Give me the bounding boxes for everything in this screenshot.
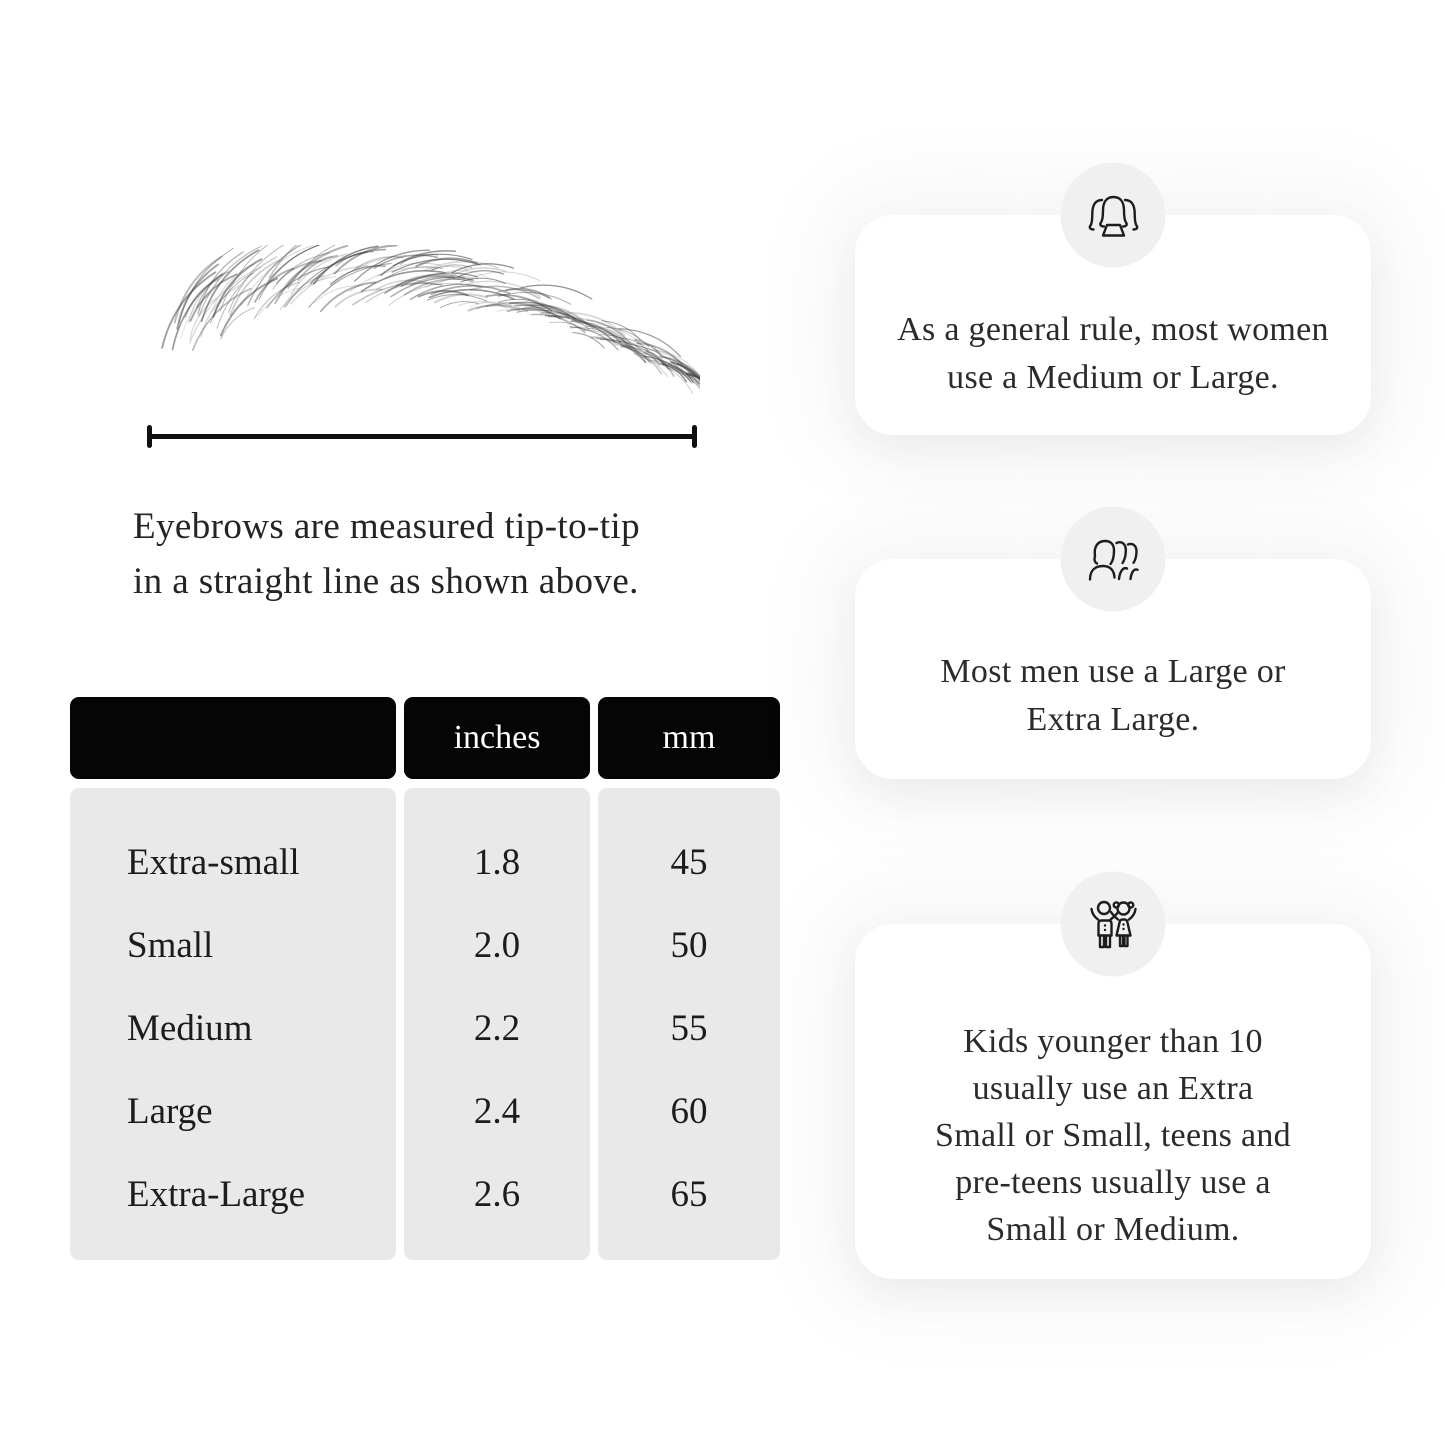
table-cell-mm: 45 (670, 842, 708, 883)
info-card-kids (855, 924, 1371, 1279)
table-cell-size: Extra-small (127, 842, 300, 883)
table-cell-mm: 60 (670, 1091, 708, 1132)
kids-icon (1080, 897, 1146, 951)
table-cell-inches: 2.0 (473, 925, 521, 966)
info-card-men (855, 559, 1371, 779)
eyebrow-illustration (140, 245, 700, 397)
info-card-women (855, 215, 1371, 435)
size-table-header (70, 697, 780, 779)
table-cell-size: Large (127, 1091, 213, 1132)
table-header-blank (70, 697, 396, 779)
table-cell-inches: 2.6 (473, 1174, 521, 1215)
table-cell-size: Medium (127, 1008, 253, 1049)
table-cell-inches: 2.4 (473, 1091, 521, 1132)
table-cell-inches: 1.8 (473, 842, 521, 883)
table-cell-mm: 55 (670, 1008, 708, 1049)
size-table-body (70, 788, 780, 1260)
table-cell-size: Extra-Large (127, 1174, 306, 1215)
table-header-inches: inches (404, 697, 590, 779)
icon-badge (1061, 872, 1166, 977)
card-text: Kids younger than 10 usually use an Extra Small or Small, teens and pre-teens usually use a Small or Medium. (935, 1023, 1291, 1248)
caption-line: Eyebrows are measured tip-to-tip (133, 506, 640, 547)
table-cell-mm: 65 (670, 1174, 708, 1215)
table-column-inches (404, 788, 590, 1260)
card-text: Most men use a Large or Extra Large. (940, 653, 1286, 738)
table-header-mm: mm (598, 697, 780, 779)
men-group-icon (1080, 535, 1146, 583)
table-cell-inches: 2.2 (473, 1008, 521, 1049)
table-cell-size: Small (127, 925, 214, 966)
measurement-line (147, 434, 697, 439)
caption-line: in a straight line as shown above. (133, 561, 639, 602)
measurement-caption (133, 499, 640, 609)
table-cell-mm: 50 (670, 925, 708, 966)
icon-badge (1061, 507, 1166, 612)
table-column-size (70, 788, 396, 1260)
women-group-icon (1080, 191, 1146, 239)
eyebrow-sketch (140, 245, 700, 397)
card-text: As a general rule, most women use a Medium or Large. (897, 311, 1329, 396)
table-column-mm (598, 788, 780, 1260)
size-table (70, 697, 780, 1260)
icon-badge (1061, 163, 1166, 268)
